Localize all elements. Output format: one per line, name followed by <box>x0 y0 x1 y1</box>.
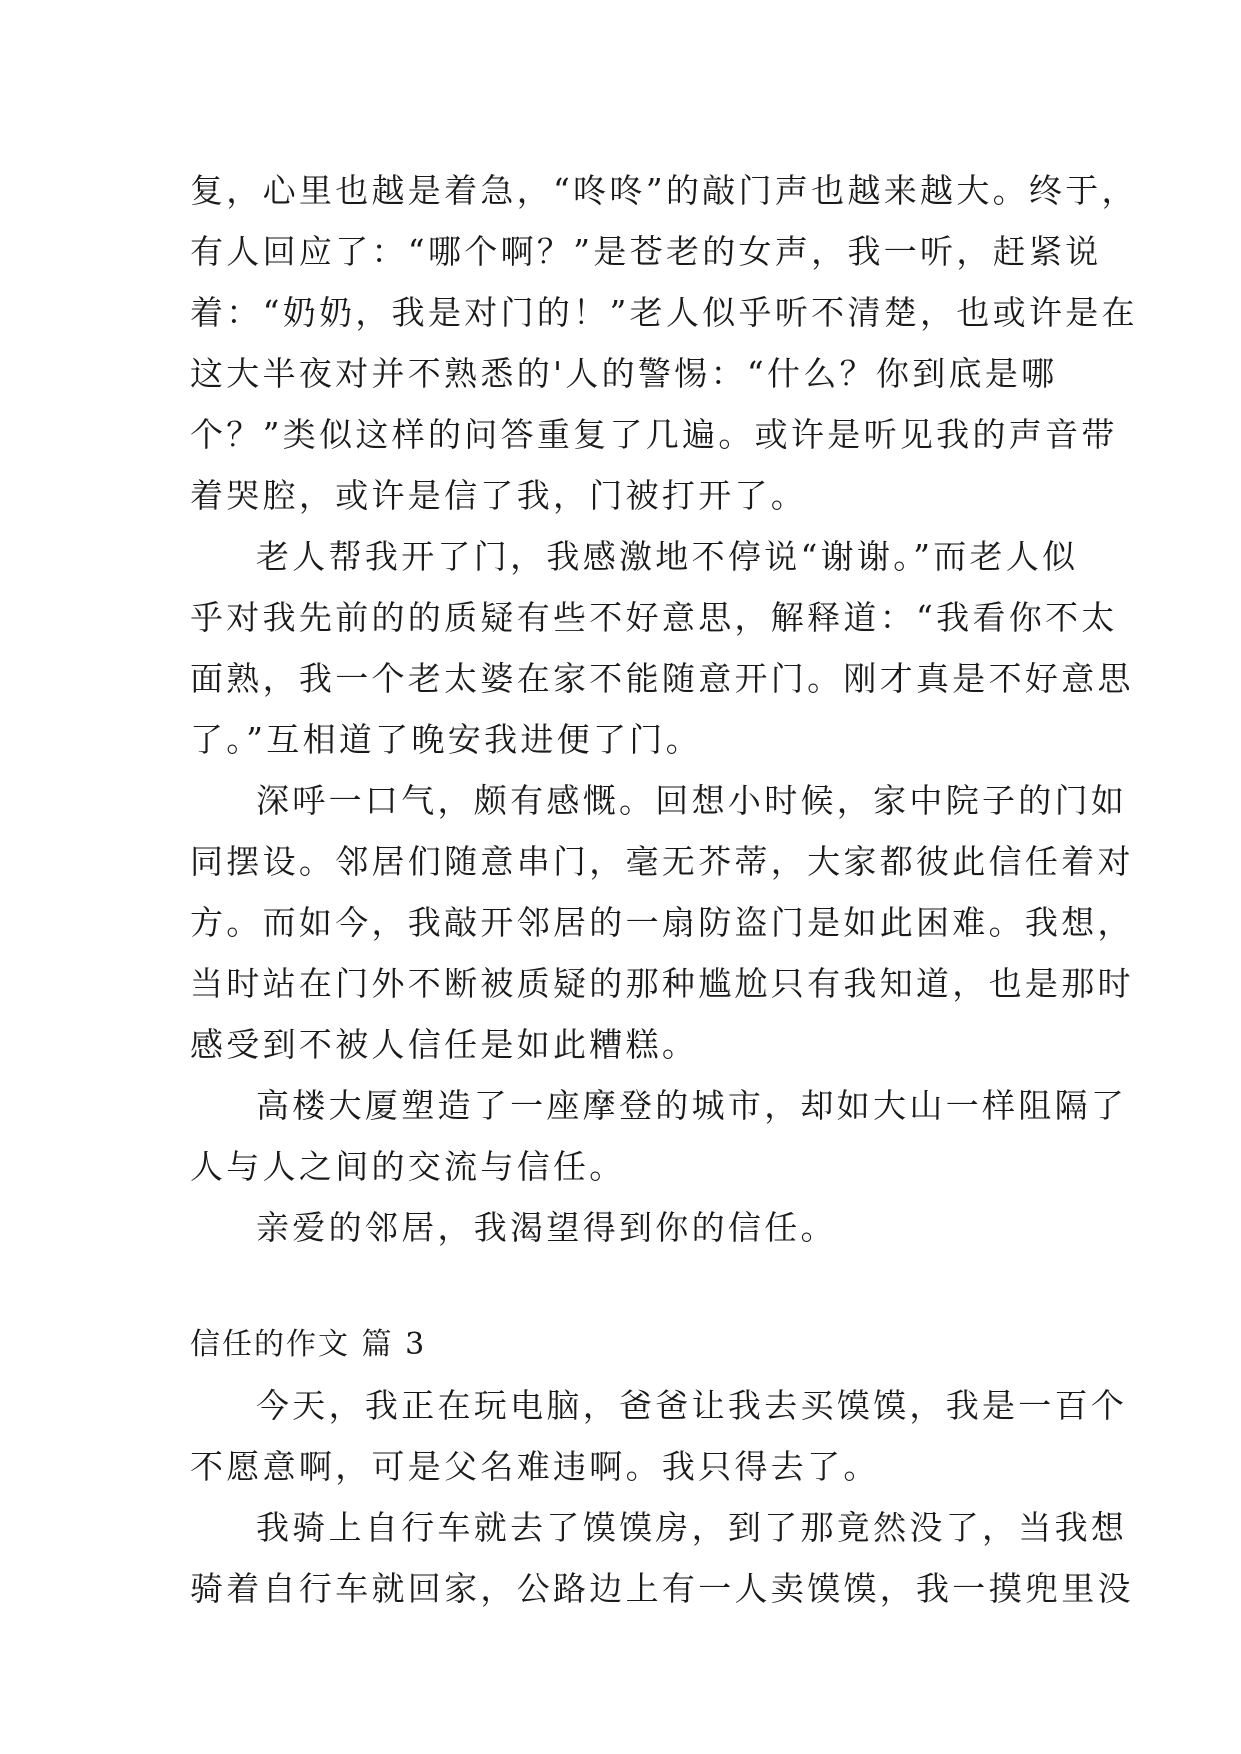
paragraph <box>190 160 1138 526</box>
text-line: 骑着自行车就回家，公路边上有一人卖馍馍，我一摸兜里没 <box>190 1569 1134 1608</box>
text-line: 当时站在门外不断被质疑的那种尴尬只有我知道，也是那时 <box>190 964 1134 1003</box>
text-line: 同摆设。邻居们随意串门，毫无芥蒂，大家都彼此信任着对 <box>190 842 1134 881</box>
text-line: 着：“奶奶，我是对门的！”老人似乎听不清楚，也或许是在 <box>190 293 1138 332</box>
text-line: 个？”类似这样的问答重复了几遍。或许是听见我的声音带 <box>190 415 1118 454</box>
text-line: 不愿意啊，可是父名难违啊。我只得去了。 <box>190 1447 880 1486</box>
document-page <box>190 160 1138 1619</box>
paragraph <box>190 770 1134 1075</box>
section-title: 信任的作文 篇 3 <box>190 1327 427 1362</box>
section-spacer <box>190 1258 1050 1314</box>
text-line: 复，心里也越是着急，“咚咚”的敲门声也越来越大。终于， <box>190 171 1138 210</box>
paragraph <box>190 1075 1128 1197</box>
text-line: 方。而如今，我敲开邻居的一扇防盗门是如此困难。我想， <box>190 903 1134 942</box>
text-line: 感受到不被人信任是如此糟糕。 <box>190 1025 699 1064</box>
text-line: 我骑上自行车就去了馍馍房，到了那竟然没了，当我想 <box>256 1508 1128 1547</box>
text-line: 这大半夜对并不熟悉的'人的警惕：“什么？你到底是哪 <box>190 354 1058 393</box>
text-line: 人与人之间的交流与信任。 <box>190 1147 626 1186</box>
text-line: 乎对我先前的的质疑有些不好意思，解释道：“我看你不太 <box>190 598 1118 637</box>
text-line: 老人帮我开了门，我感激地不停说“谢谢。”而老人似 <box>256 537 1079 576</box>
text-line: 面熟，我一个老太婆在家不能随意开门。刚才真是不好意思 <box>190 659 1134 698</box>
paragraph <box>190 1197 1050 1258</box>
paragraph <box>190 1375 1128 1497</box>
paragraph <box>190 526 1134 770</box>
text-line: 有人回应了：“哪个啊？”是苍老的女声，我一听，赶紧说 <box>190 232 1102 271</box>
text-line: 亲爱的邻居，我渴望得到你的信任。 <box>256 1208 837 1247</box>
text-line: 深呼一口气，颇有感慨。回想小时候，家中院子的门如 <box>256 781 1128 820</box>
text-line: 高楼大厦塑造了一座摩登的城市，却如大山一样阻隔了 <box>256 1086 1128 1125</box>
text-line: 今天，我正在玩电脑，爸爸让我去买馍馍，我是一百个 <box>256 1386 1128 1425</box>
text-line: 了。”互相道了晚安我进便了门。 <box>190 720 702 759</box>
text-line: 着哭腔，或许是信了我，门被打开了。 <box>190 476 808 515</box>
paragraph <box>190 1497 1134 1619</box>
